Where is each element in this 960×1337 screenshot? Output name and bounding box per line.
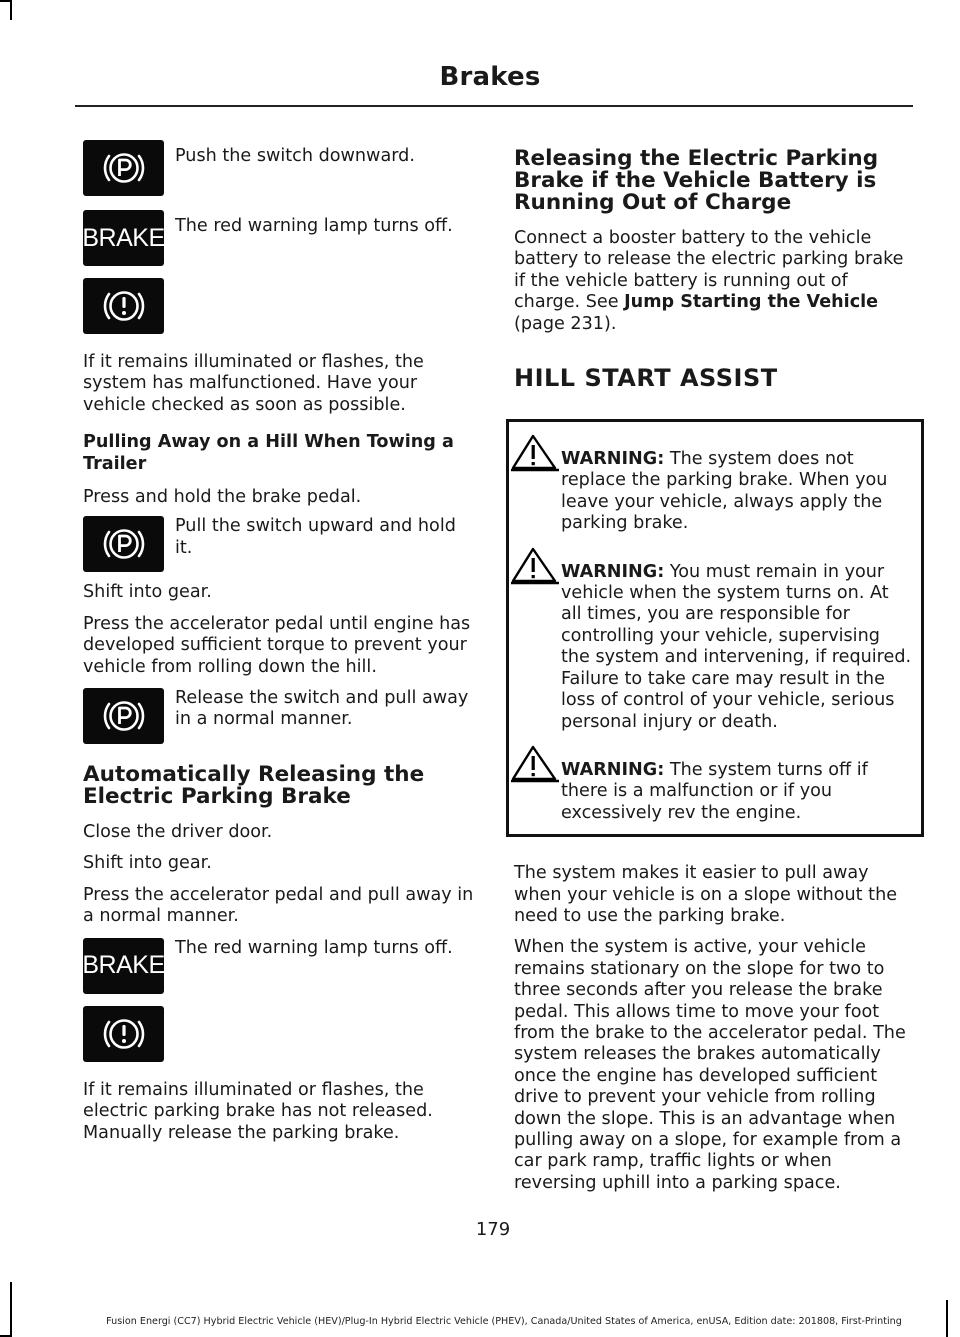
battery-page-ref: (page 231). — [514, 313, 617, 334]
paragraph: Press the accelerator pedal and pull away in a normal manner. — [83, 884, 474, 927]
brake-lamp-label: BRAKE — [82, 951, 165, 980]
brake-warning-lamp-icon — [83, 210, 164, 266]
warning-label: WARNING: — [561, 759, 665, 780]
instruction-step — [83, 516, 478, 572]
right-column — [514, 140, 914, 1204]
step-text: The red warning lamp turns off. — [175, 937, 453, 958]
brake-lamp-label: BRAKE — [82, 223, 165, 252]
hsa-detail-paragraph: When the system is active, your vehicle remains stationary on the slope for two to three seconds after you release the brake pedal. This allows time to move your foot from the brake to the accelerator pedal. The system releases the brakes automatically once the engine has developed sufficient drive to prevent your vehicle from rolling down the slope. This is an advantage when pulling away on a slope, for example from a car park ramp, traffic lights or when reversing uphill into a parking space. — [514, 937, 906, 1193]
step-text: Release the switch and pull away in a normal manner. — [175, 688, 469, 730]
icon-only-row — [83, 278, 478, 334]
instruction-step — [83, 210, 478, 266]
brake-system-warning-icon — [83, 1006, 164, 1062]
icon-group — [83, 210, 478, 334]
warning-box — [506, 419, 924, 837]
icon-only-row — [83, 1006, 478, 1062]
towing-heading: Pulling Away on a Hill When Towing a Trailer — [83, 432, 454, 474]
instruction-step — [83, 140, 478, 196]
warning-text — [509, 760, 913, 824]
warning-body: The system does not replace the parking brake. When you leave your vehicle, always apply the parking brake. — [561, 449, 888, 534]
header-divider — [75, 105, 913, 107]
instruction-step — [83, 688, 478, 744]
crop-mark — [946, 1300, 948, 1337]
paragraph: Close the driver door. — [83, 822, 273, 843]
parking-brake-icon — [83, 688, 164, 744]
paragraph: Shift into gear. — [83, 853, 212, 874]
hsa-intro-paragraph: The system makes it easier to pull away when your vehicle is on a slope without the need to use the parking brake. — [514, 863, 898, 926]
warning-body: You must remain in your vehicle when the system turns on. At all times, you are responsible for controlling your vehicle, supervising the system and intervening, if required. Failure to take care may result in the loss of control of your vehicle, serious personal injury or death. — [561, 561, 912, 732]
step-text: The red warning lamp turns off. — [175, 216, 453, 236]
warning-label: WARNING: — [561, 561, 665, 582]
step-text: Pull the switch upward and hold it. — [175, 516, 456, 558]
malfunction-paragraph: If it remains illuminated or flashes, the system has malfunctioned. Have your vehicle checked as soon as possible. — [83, 352, 424, 415]
footer-edition: Fusion Energi (CC7) Hybrid Electric Vehicle (HEV)/Plug-In Hybrid Electric Vehicle (PHEV), Canada/United States of America, enUSA, Edition date: 201808, First-Printing — [106, 1316, 902, 1327]
page-number: 179 — [475, 1219, 511, 1240]
not-released-paragraph: If it remains illuminated or flashes, the electric parking brake has not released. Manually release the parking brake. — [83, 1079, 433, 1143]
brake-warning-lamp-icon — [83, 938, 164, 994]
paragraph: Press the accelerator pedal until engine has developed sufficient torque to prevent your vehicle from rolling down the hill. — [83, 613, 471, 677]
parking-brake-icon — [83, 140, 164, 196]
auto-release-heading: Automatically Releasing the Electric Parking Brake — [83, 762, 425, 810]
warning-text — [509, 449, 913, 535]
warning-item — [509, 745, 913, 824]
icon-group — [83, 938, 478, 1062]
warning-item — [509, 434, 913, 535]
battery-heading: Releasing the Electric Parking Brake if the Vehicle Battery is Running Out of Charge — [514, 146, 879, 215]
paragraph: Press and hold the brake pedal. — [83, 487, 362, 508]
hill-start-heading: HILL START ASSIST — [514, 364, 778, 393]
paragraph: Shift into gear. — [83, 582, 212, 603]
jump-start-link[interactable]: Jump Starting the Vehicle — [624, 292, 879, 313]
warning-item — [509, 547, 913, 733]
brake-system-warning-icon — [83, 278, 164, 334]
battery-text: Connect a booster battery to the vehicle battery to release the electric parking brake if the vehicle battery is running out of charge. See — [514, 228, 904, 313]
warning-body: The system turns off if there is a malfunction or if you excessively rev the engine. — [561, 759, 868, 823]
crop-mark — [10, 1282, 12, 1337]
left-column — [83, 140, 478, 1154]
warning-label: WARNING: — [561, 449, 665, 470]
crop-mark — [10, 0, 12, 20]
parking-brake-icon — [83, 516, 164, 572]
instruction-step — [83, 938, 478, 994]
page-title: Brakes — [439, 62, 541, 92]
step-text: Push the switch downward. — [175, 146, 415, 166]
battery-paragraph — [514, 228, 914, 335]
warning-text — [509, 562, 913, 733]
